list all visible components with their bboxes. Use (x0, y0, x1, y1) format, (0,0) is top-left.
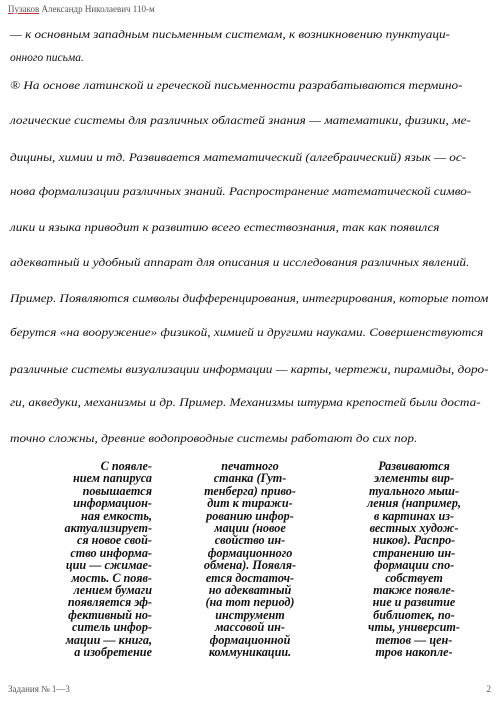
column-line: С появле- (100, 459, 152, 473)
page-header (8, 4, 155, 14)
column-line: повышается (82, 483, 152, 498)
body-line: берутся «на вооружение» физикой, химией и другими науками. Совершенствуются (10, 327, 484, 339)
column-line: (на тот период) (205, 595, 295, 610)
column-line: ется достаточ- (205, 570, 295, 585)
page-number: 2 (486, 684, 491, 694)
column-line: чты, университ- (368, 620, 460, 635)
body-line: адекватный и удобный аппарат для описания и исследования различных явлений. (10, 257, 470, 269)
column-line: ная емкость, (81, 508, 152, 523)
column-line: Развиваются (378, 459, 450, 473)
column-line: но адекватный (208, 583, 292, 598)
column-line: собствует (385, 570, 443, 585)
column-line: ство информа- (70, 545, 152, 560)
column-line: нием папируса (72, 471, 152, 486)
body-line: Пример. Появляются символы дифференцирования, интегрирования, которые потом (10, 293, 489, 305)
column-line: мации (новое (214, 521, 286, 536)
column-line: тров накопле- (375, 645, 453, 660)
column-middle (180, 460, 320, 659)
column-line: печатного (221, 459, 279, 473)
column-line: свойство ин- (214, 533, 286, 548)
column-line: в картинах из- (373, 508, 455, 523)
column-line: формационного (207, 545, 293, 560)
body-line: логические системы для различных областей знания — математики, физики, ме- (10, 115, 471, 127)
column-line: ции — сжимае- (65, 558, 152, 573)
column-line: инструмент (215, 607, 285, 622)
column-line: формационной (209, 632, 291, 647)
column-line: ние и развитие (372, 595, 456, 610)
body-line: ги, акведуки, механизмы и др. Пример. Механизмы штурма крепостей были доста- (10, 397, 481, 409)
column-left (12, 460, 152, 659)
column-line: вестных худож- (369, 521, 459, 536)
header-surname: Пузаков (8, 4, 40, 14)
column-line: ления (например, (366, 496, 461, 511)
header-name: Александр Николаевич 110-м (41, 4, 155, 14)
body-line: различные системы визуализации информации — карты, чертежи, пирамиды, доро- (10, 364, 489, 376)
column-line: рованию инфор- (206, 508, 294, 523)
column-line: дит к тиражи- (207, 496, 293, 511)
column-line: массовой ин- (215, 620, 285, 635)
footer-task-label: Задания № 1—3 (8, 684, 70, 694)
column-line: библиотек, по- (373, 607, 455, 622)
body-line: ® На основе латинской и греческой письменности разрабатываются термино- (10, 80, 463, 92)
column-line: туального мыш- (368, 483, 460, 498)
column-line: тенберга) приво- (204, 483, 296, 498)
column-line: элементы вир- (374, 471, 454, 486)
column-line: а изобретение (74, 645, 152, 660)
column-right (344, 460, 484, 659)
body-line: нова формализации различных знаний. Распространение математической симво- (10, 186, 472, 198)
body-line: онного письма. (10, 52, 84, 64)
column-line: мации — книга, (65, 632, 152, 647)
column-line: ников). Распро- (372, 533, 456, 548)
body-line: — к основным западным письменным системам, к возникновению пунктуаци- (10, 29, 450, 41)
column-line: тетов — цен- (375, 632, 453, 647)
column-line: мость. С появ- (71, 570, 152, 585)
column-line: коммуникации. (208, 645, 292, 660)
column-line: ситель инфор- (72, 620, 152, 635)
column-line: также появле- (373, 583, 455, 598)
column-line: формации спо- (373, 558, 455, 573)
column-line: актуализирует- (64, 521, 152, 536)
body-line: лики и языка приводит к развитию всего естествознания, так как появился (10, 222, 440, 234)
column-line: странению ин- (372, 545, 456, 560)
column-line: информацион- (73, 496, 152, 511)
column-line: ся новое свой- (76, 533, 152, 548)
column-line: появляется эф- (67, 595, 152, 610)
body-line: точно сложны, древние водопроводные системы работают до сих пор. (10, 433, 418, 445)
column-line: обмена). Появля- (203, 558, 297, 573)
column-line: лением бумаги (73, 583, 152, 598)
body-line: дицины, химии и тд. Развивается математический (алгебраический) язык — ос- (10, 152, 467, 164)
column-line: фективный но- (68, 607, 152, 622)
column-line: станка (Гут- (213, 471, 287, 486)
